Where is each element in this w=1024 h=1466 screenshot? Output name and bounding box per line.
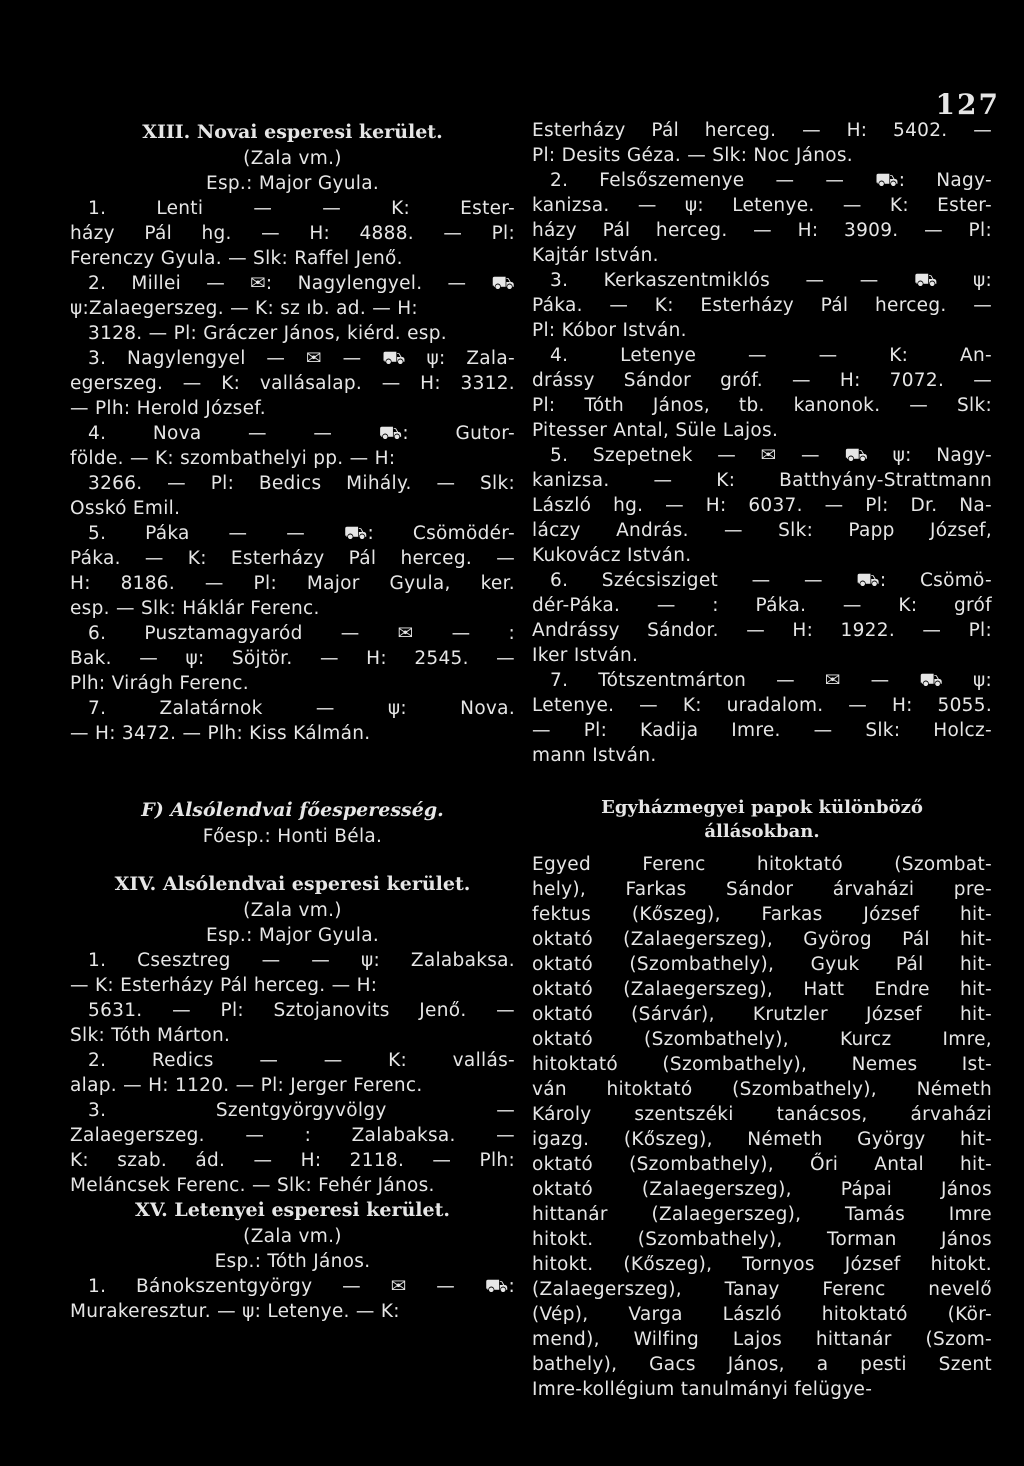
text-line: Pl: Desits Géza. — Slk: Noc János. [532,145,853,166]
text-line: 3128. — Pl: Gráczer János, kiérd. esp. [88,323,447,344]
text-line: bathely), Gacs János, a pesti Szent [532,1354,992,1375]
text-line: oktató (Szombathely), Őri Antal hit- [532,1154,992,1175]
priest-list [532,852,992,1402]
text-line: oktató (Sárvár), Krutzler József hit- [532,1004,992,1025]
text-line: Kajtár István. [532,245,659,266]
text-line: 1. Csesztreg — — ψ: Zalabaksa. [88,950,515,971]
text-line: Károly szentszéki tanácsos, árvaházi [532,1104,992,1125]
text-line: (Zalaegerszeg), Tanay Ferenc nevelő [532,1279,992,1300]
text-line: fektus (Kőszeg), Farkas József hit- [532,904,992,925]
priests-title: Egyházmegyei papok különböző [601,797,923,818]
text-line: Plh: Virágh Ferenc. [70,673,249,694]
parish-entries [70,948,515,1198]
section-xiii [70,118,515,746]
text-line: László hg. — H: 6037. — Pl: Dr. Na- [532,495,992,516]
section-xv-continued [532,118,992,768]
text-line: ψ:Zalaegerszeg. — K: sz ıb. ad. — H: [70,298,418,319]
text-line: Murakeresztur. — ψ: Letenye. — K: [70,1301,400,1322]
text-line: házy Pál herceg. — H: 3909. — Pl: [532,220,992,241]
text-line: 1. Lenti — — K: Ester- [88,198,515,219]
text-line: oktató (Zalaegerszeg), Györog Pál hit- [532,929,992,950]
text-line: — H: 3472. — Plh: Kiss Kálmán. [70,723,371,744]
text-line: Iker István. [532,645,639,666]
text-line: 2. Millei — ✉: Nagylengyel. — ⛟ [88,273,515,294]
text-line: Esterházy Pál herceg. — H: 5402. — [532,120,992,141]
text-line: 3266. — Pl: Bedics Mihály. — Slk: [88,473,515,494]
text-line: 3. Nagylengyel — ✉ — ⛟ ψ: Zala- [88,348,515,369]
text-line: Kukovácz István. [532,545,692,566]
text-line: mend), Wilfing Lajos hittanár (Szom- [532,1329,992,1350]
section-title: XV. Letenyei esperesi kerület. [134,1199,451,1221]
priests-title-cont: állásokban. [704,821,820,842]
text-line: hely), Farkas Sándor árvaházi pre- [532,879,992,900]
text-line: K: szab. ád. — H: 2118. — Plh: [70,1150,515,1171]
text-line: Andrássy Sándor. — H: 1922. — Pl: [532,620,992,641]
text-line: 4. Nova — — ⛟: Gutor- [88,423,515,444]
text-line: 7. Zalatárnok — ψ: Nova. [88,698,515,719]
text-line: drássy Sándor gróf. — H: 7072. — [532,370,992,391]
text-line: 6. Szécsisziget — — ⛟: Csömö- [550,570,992,591]
text-line: Egyed Ferenc hitoktató (Szombat- [532,854,992,875]
parish-entries [532,118,992,768]
text-line: 3. Szentgyörgyvölgy — [88,1100,515,1121]
text-line: igazg. (Kőszeg), Németh György hit- [532,1129,992,1150]
text-line: Imre-kollégium tanulmányi felügye- [532,1379,873,1400]
text-line: mann István. [532,745,657,766]
text-line: 1. Bánokszentgyörgy — ✉ — ⛟: [88,1276,515,1297]
text-line: Letenye. — K: uradalom. — H: 5055. [532,695,992,716]
text-line: 2. Felsőszemenye — — ⛟: Nagy- [550,170,992,191]
parish-entries [70,1274,515,1324]
text-line: oktató (Szombathely), Kurcz Imre, [532,1029,992,1050]
text-line: hitokt. (Szombathely), Torman János [532,1229,992,1250]
text-line: 4. Letenye — — K: An- [550,345,992,366]
text-line: ván hitoktató (Szombathely), Németh [532,1079,992,1100]
section-xiv [70,870,515,1198]
text-line: oktató (Zalaegerszeg), Pápai János [532,1179,992,1200]
text-line: Pitesser Antal, Süle Lajos. [532,420,779,441]
text-line: (Vép), Varga László hitoktató (Kör- [532,1304,992,1325]
section-title: XIII. Novai esperesi kerület. [142,121,443,143]
text-line: hitokt. (Kőszeg), Tornyos József hitokt. [532,1254,992,1275]
text-line: — Pl: Kadija Imre. — Slk: Holcz- [532,720,992,741]
page-number: 127 [935,88,1000,121]
text-line: — K: Esterházy Pál herceg. — H: [70,975,378,996]
text-line: 2. Redics — — K: vallás- [88,1050,515,1071]
parish-entries [70,196,515,746]
text-line: láczy András. — Slk: Papp József, [532,520,992,541]
text-line: Páka. — K: Esterházy Pál herceg. — [532,295,992,316]
text-line: Páka. — K: Esterházy Pál herceg. — [70,548,515,569]
text-line: Ferenczy Gyula. — Slk: Raffel Jenő. [70,248,403,269]
text-line: oktató (Szombathely), Gyuk Pál hit- [532,954,992,975]
text-line: oktató (Zalaegerszeg), Hatt Endre hit- [532,979,992,1000]
text-line: Slk: Tóth Márton. [70,1025,231,1046]
text-line: Pl: Kóbor István. [532,320,687,341]
diocesan-priests [532,796,992,1402]
text-line: Bak. — ψ: Söjtör. — H: 2545. — [70,648,515,669]
text-line: földe. — K: szombathelyi pp. — H: [70,448,396,469]
text-line: 5631. — Pl: Sztojanovits Jenő. — [88,1000,515,1021]
dean-line: Esp.: Major Gyula. [205,925,380,946]
text-line: kanizsa. — K: Batthyány-Strattmann [532,470,992,491]
text-line: dér-Páka. — : Páka. — K: gróf [532,595,992,616]
text-line: 3. Kerkaszentmiklós — — ⛟ ψ: [550,270,992,291]
text-line: hitoktató (Szombathely), Nemes Ist- [532,1054,992,1075]
text-line: H: 8186. — Pl: Major Gyula, ker. [70,573,515,594]
text-line: Zalaegerszeg. — : Zalabaksa. — [70,1125,515,1146]
text-line: 5. Szepetnek — ✉ — ⛟ ψ: Nagy- [550,445,992,466]
text-line: 7. Tótszentmárton — ✉ — ⛟ ψ: [550,670,992,691]
text-line: Osskó Emil. [70,498,181,519]
section-title: XIV. Alsólendvai esperesi kerület. [114,873,471,895]
archdeanery-title: F) Alsólendvai főesperesség. [141,799,444,821]
dean-line: Esp.: Tóth János. [214,1251,371,1272]
county-line: (Zala vm.) [243,148,342,169]
county-line: (Zala vm.) [243,900,342,921]
text-line: házy Pál hg. — H: 4888. — Pl: [70,223,515,244]
text-line: hittanár (Zalaegerszeg), Tamás Imre [532,1204,992,1225]
text-line: — Plh: Herold József. [70,398,266,419]
county-line: (Zala vm.) [243,1226,342,1247]
text-line: egerszeg. — K: vallásalap. — H: 3312. [70,373,515,394]
archdeanery-f [70,796,515,849]
dean-line: Esp.: Major Gyula. [205,173,380,194]
text-line: Meláncsek Ferenc. — Slk: Fehér János. [70,1175,435,1196]
archdean-line: Főesp.: Honti Béla. [202,826,383,847]
section-xv [70,1196,515,1324]
text-line: 6. Pusztamagyaród — ✉ — : [88,623,515,644]
text-line: esp. — Slk: Háklár Ferenc. [70,598,320,619]
text-line: Pl: Tóth János, tb. kanonok. — Slk: [532,395,992,416]
text-line: kanizsa. — ψ: Letenye. — K: Ester- [532,195,992,216]
text-line: 5. Páka — — ⛟: Csömödér- [88,523,515,544]
text-line: alap. — H: 1120. — Pl: Jerger Ferenc. [70,1075,423,1096]
